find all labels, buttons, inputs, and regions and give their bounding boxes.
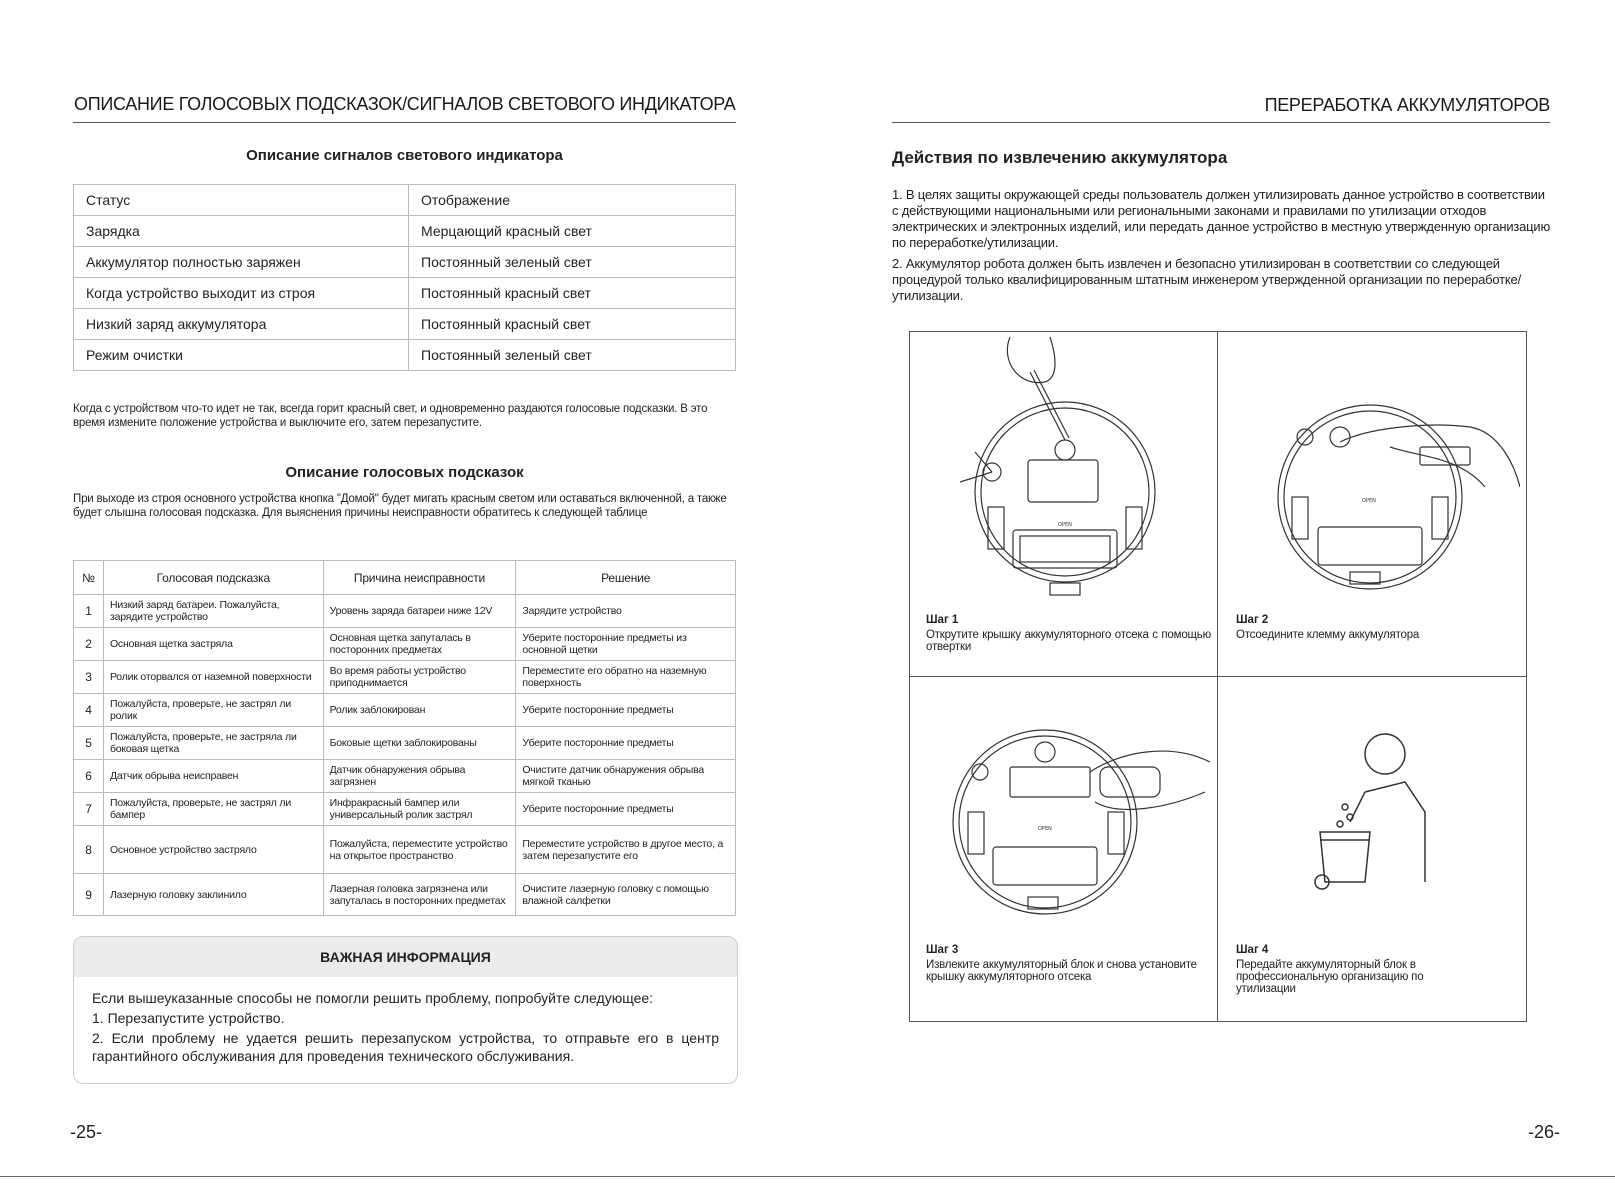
info-line: 2. Если проблему не удается решить перезапуском устройства, то отправьте его в центр гарантийного обслуживания для проведения технического обслуживания. <box>92 1030 719 1064</box>
voice-table-row <box>74 694 736 727</box>
row-number: 2 <box>74 628 104 661</box>
voice-prompt: Ролик оторвался от наземной поверхности <box>103 661 323 694</box>
solution: Зарядите устройство <box>516 595 736 628</box>
step-1-label: Шаг 1 <box>926 614 959 626</box>
page-number: -26- <box>1527 1122 1560 1142</box>
header-rule <box>892 122 1550 123</box>
fault-cause: Пожалуйста, переместите устройство на открытое пространство <box>323 826 516 874</box>
solution: Уберите посторонние предметы из основной щетки <box>516 628 736 661</box>
voice-table-row <box>74 595 736 628</box>
indicator-row <box>74 216 736 247</box>
indicator-row <box>74 247 736 278</box>
row-number: 1 <box>74 595 104 628</box>
step-4-label: Шаг 4 <box>1236 944 1269 956</box>
indicator-status-cell: Низкий заряд аккумулятора <box>74 309 409 340</box>
robot-battery-terminal-illustration <box>1270 387 1520 597</box>
fault-cause: Уровень заряда батареи ниже 12V <box>323 595 516 628</box>
step-3-text: Извлеките аккумуляторный блок и снова установите крышку аккумуляторного отсека <box>926 959 1197 983</box>
indicator-row <box>74 309 736 340</box>
voice-section-title: Описание голосовых подсказок <box>285 464 524 481</box>
voice-table-row <box>74 760 736 793</box>
left-page <box>0 0 807 1191</box>
voice-prompt: Пожалуйста, проверьте, не застрял ли ролик <box>103 694 323 727</box>
indicator-display-cell: Отображение <box>409 185 736 216</box>
info-line: 1. Перезапустите устройство. <box>92 1010 285 1026</box>
indicator-status-cell: Статус <box>74 185 409 216</box>
voice-table-row <box>74 874 736 916</box>
solution: Переместите его обратно на наземную поверхность <box>516 661 736 694</box>
voice-table-row <box>74 661 736 694</box>
step-4-text: Передайте аккумуляторный блок в профессиональную организацию по утилизации <box>1236 959 1424 995</box>
indicator-table <box>73 184 736 371</box>
right-page-header: ПЕРЕРАБОТКА АККУМУЛЯТОРОВ <box>1264 95 1550 115</box>
info-line: Если вышеуказанные способы не помогли решить проблему, попробуйте следующее: <box>92 990 654 1006</box>
solution: Очистите лазерную головку с помощью влажной салфетки <box>516 874 736 916</box>
header-rule <box>73 122 736 123</box>
important-info-box <box>73 936 738 1084</box>
voice-prompt: Пожалуйста, проверьте, не застряла ли боковая щетка <box>103 727 323 760</box>
robot-open-label: OPEN <box>1362 498 1376 504</box>
voice-table-header: Решение <box>516 561 736 595</box>
indicator-note: Когда с устройством что-то идет не так, всегда горит красный свет, и одновременно раздаются голосовые подсказки. В это время измените положение устройства и выключите его, затем перезапустите. <box>73 403 708 429</box>
indicator-display-cell: Постоянный красный свет <box>409 309 736 340</box>
row-number: 9 <box>74 874 104 916</box>
solution: Переместите устройство в другое место, а затем перезапустите его <box>516 826 736 874</box>
indicator-row <box>74 340 736 371</box>
voice-prompt: Основное устройство застряло <box>103 826 323 874</box>
step-2-text: Отсоедините клемму аккумулятора <box>1236 629 1420 641</box>
voice-table <box>73 560 736 916</box>
indicator-display-cell: Мерцающий красный свет <box>409 216 736 247</box>
step-3-label: Шаг 3 <box>926 944 959 956</box>
robot-open-label: OPEN <box>1058 522 1072 528</box>
row-number: 8 <box>74 826 104 874</box>
recycling-paragraph-2: 2. Аккумулятор робота должен быть извлечен и безопасно утилизирован в соответствии со следующей процедурой только квалифицированным штатным инженером утвержденной организации по переработке/утилизации. <box>892 256 1521 303</box>
battery-removal-title: Действия по извлечению аккумулятора <box>892 148 1228 167</box>
row-number: 6 <box>74 760 104 793</box>
fault-cause: Инфракрасный бампер или универсальный ролик застрял <box>323 793 516 826</box>
solution: Уберите посторонние предметы <box>516 694 736 727</box>
step-2-label: Шаг 2 <box>1236 614 1269 626</box>
voice-prompt: Пожалуйста, проверьте, не застрял ли бампер <box>103 793 323 826</box>
indicator-status-cell: Когда устройство выходит из строя <box>74 278 409 309</box>
fault-cause: Лазерная головка загрязнена или запуталась в посторонних предметах <box>323 874 516 916</box>
steps-grid <box>909 331 1527 1022</box>
voice-table-header: Причина неисправности <box>323 561 516 595</box>
voice-table-header: № <box>74 561 104 595</box>
row-number: 5 <box>74 727 104 760</box>
voice-table-row <box>74 628 736 661</box>
recycling-bin-icon <box>1310 732 1440 902</box>
voice-table-header: Голосовая подсказка <box>103 561 323 595</box>
indicator-status-cell: Зарядка <box>74 216 409 247</box>
fault-cause: Ролик заблокирован <box>323 694 516 727</box>
recycling-paragraph-1: 1. В целях защиты окружающей среды пользователь должен утилизировать данное устройство в соответствии с действующими национальными или региональными законами и правилами по утилизации отходов электрических и электронных изделий, или передать данное устройство в местную утвержденную организацию по переработке/утилизации. <box>892 187 1551 250</box>
solution: Уберите посторонние предметы <box>516 793 736 826</box>
fault-cause: Во время работы устройство приподнимается <box>323 661 516 694</box>
indicator-row <box>74 278 736 309</box>
step-1-text: Открутите крышку аккумуляторного отсека с помощью отвертки <box>926 629 1211 653</box>
indicator-status-cell: Режим очистки <box>74 340 409 371</box>
voice-prompt: Основная щетка застряла <box>103 628 323 661</box>
voice-table-row <box>74 793 736 826</box>
indicator-status-cell: Аккумулятор полностью заряжен <box>74 247 409 278</box>
fault-cause: Основная щетка запуталась в посторонних предметах <box>323 628 516 661</box>
robot-battery-removal-illustration <box>950 722 1220 922</box>
row-number: 3 <box>74 661 104 694</box>
indicator-section-title: Описание сигналов светового индикатора <box>246 147 563 164</box>
page-bottom-rule <box>0 1176 1615 1177</box>
indicator-row <box>74 185 736 216</box>
left-page-header: ОПИСАНИЕ ГОЛОСОВЫХ ПОДСКАЗОК/СИГНАЛОВ СВЕТОВОГО ИНДИКАТОРА <box>74 94 736 114</box>
indicator-display-cell: Постоянный красный свет <box>409 278 736 309</box>
page-number: -25- <box>70 1122 103 1142</box>
voice-prompt: Лазерную головку заклинило <box>103 874 323 916</box>
solution: Уберите посторонние предметы <box>516 727 736 760</box>
row-number: 7 <box>74 793 104 826</box>
indicator-display-cell: Постоянный зеленый свет <box>409 340 736 371</box>
row-number: 4 <box>74 694 104 727</box>
voice-intro: При выходе из строя основного устройства кнопка "Домой" будет мигать красным светом или оставаться включенной, а также будет слышна голосовая подсказка. Для выяснения причины неисправности обратитесь к следующей таблице <box>73 493 727 519</box>
solution: Очистите датчик обнаружения обрыва мягкой тканью <box>516 760 736 793</box>
right-page <box>807 0 1615 1191</box>
voice-prompt: Низкий заряд батареи. Пожалуйста, зарядите устройство <box>103 595 323 628</box>
voice-prompt: Датчик обрыва неисправен <box>103 760 323 793</box>
fault-cause: Датчик обнаружения обрыва загрязнен <box>323 760 516 793</box>
important-info-body <box>74 977 737 1077</box>
robot-screwdriver-illustration <box>950 332 1180 612</box>
indicator-display-cell: Постоянный зеленый свет <box>409 247 736 278</box>
voice-table-row <box>74 826 736 874</box>
fault-cause: Боковые щетки заблокированы <box>323 727 516 760</box>
robot-open-label: OPEN <box>1038 826 1052 832</box>
important-info-title: ВАЖНАЯ ИНФОРМАЦИЯ <box>74 937 737 977</box>
voice-table-row <box>74 727 736 760</box>
